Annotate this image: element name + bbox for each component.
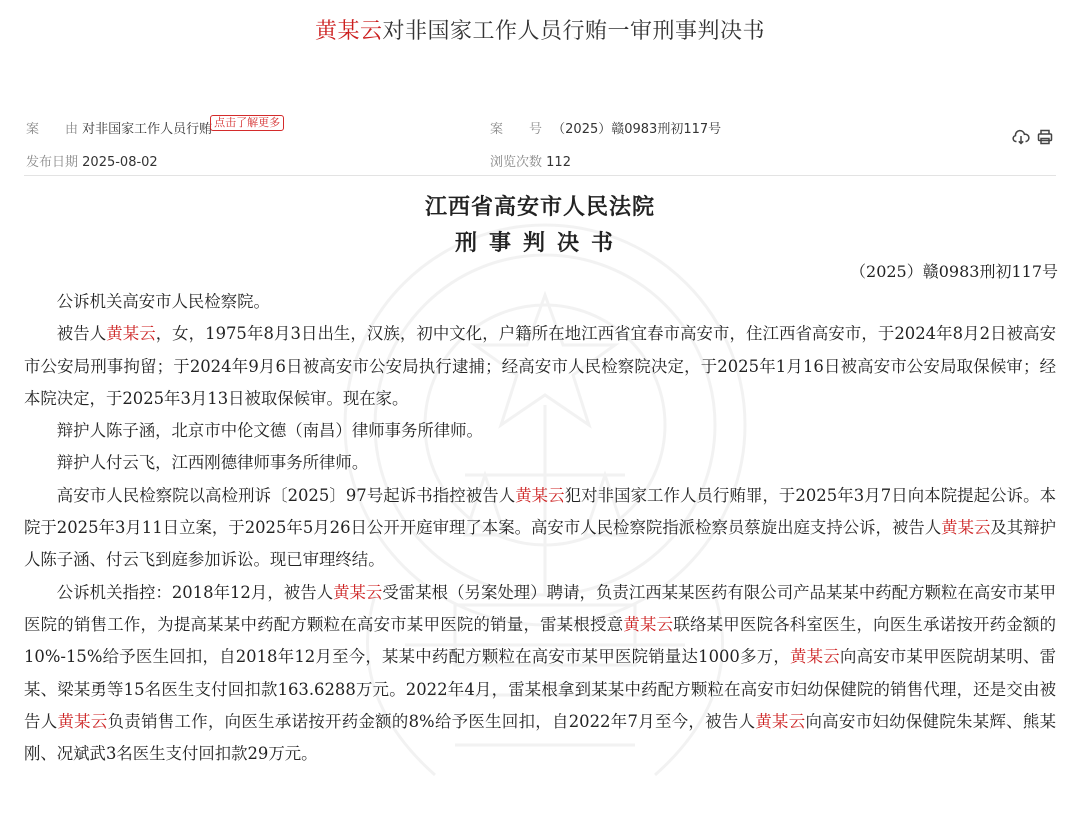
paragraph-text: 公诉机关指控：2018年12月，被告人 (56, 582, 334, 602)
case-cause-value: 对非国家工作人员行贿 (82, 122, 213, 137)
paragraph-text: 及其辩护人陈子涵、付云飞到庭参加诉讼。现已审理终结。 (24, 518, 1056, 570)
court-name: 江西省高安市人民法院 (424, 194, 655, 220)
paragraph-text: 负责销售工作，向医生承诺按开药金额的8%给予医生回扣，自2022年7月至今，被告人 (107, 711, 756, 731)
case-number-value: （2025）赣0983刑初117号 (552, 122, 722, 137)
defendant-name: 黄某云 (755, 711, 806, 731)
toolbar (1012, 128, 1054, 146)
paragraph-text: 向高安市妇幼保健院朱某辉、熊某刚、况斌武3名医生支付回扣款29万元。 (24, 711, 1057, 764)
title-text: 对非国家工作人员行贿一审刑事判决书 (382, 19, 766, 44)
publish-date-value: 2025-08-02 (82, 155, 158, 170)
paragraph-text: 被告人 (56, 324, 107, 344)
learn-more-tag[interactable]: 点击了解更多 (210, 115, 284, 131)
defendant-name: 黄某云 (106, 324, 156, 344)
judgment-case-number: （2025）赣0983刑初117号 (850, 262, 1058, 281)
defendant-name: 黄某云 (941, 518, 991, 538)
paragraph-text: 犯对非国家工作人员行贿罪，于2025年3月7日向本院提起公诉。本院于2025年3月11日立案，于2025年5月26日公开开庭审理了本案。高安市人民检察院指派检察员蔡旋出庭支持公诉，被告人 (24, 485, 1056, 538)
judgment-body (24, 286, 1056, 770)
case-cause (26, 118, 284, 138)
title-defendant-name: 黄某云 (314, 19, 383, 44)
defendant-name: 黄某云 (515, 485, 565, 505)
case-number (490, 118, 721, 137)
publish-date (26, 151, 158, 170)
printer-icon[interactable] (1036, 128, 1054, 146)
paragraph-prosecutor: 公诉机关高安市人民检察院。 (56, 292, 270, 311)
paragraph-text: ，女，1975年8月3日出生，汉族，初中文化，户籍所在地江西省宜春市高安市，住江西省高安市，于2024年8月2日被高安市公安局刑事拘留；于2024年9月6日被高安市公安局执行逮捕；经高安市人民检察院决定，于2025年1月16日被高安市公安局取保候审；经本院决定，于2025年3月13日被取保候审。现在家。 (24, 324, 1057, 408)
paragraph-text: 受雷某根（另案处理）聘请，负责江西某某医药有限公司产品某某中药配方颗粒在高安市某甲医院的销售工作，为提高某某中药配方颗粒在高安市某甲医院的销量，雷某根授意 (24, 582, 1056, 634)
defendant-name: 黄某云 (623, 614, 674, 634)
paragraph-defense-counsel-2: 辩护人付云飞，江西刚德律师事务所律师。 (56, 453, 369, 473)
publish-date-label: 发布日期 (26, 155, 79, 170)
paragraph-text: 向高安市某甲医院胡某明、雷某、梁某勇等15名医生支付回扣款163.6288万元。2022年4月，雷某根拿到某某中药配方颗粒在高安市妇幼保健院的销售代理，还是交由被告人 (24, 647, 1057, 731)
view-count-value: 112 (546, 155, 571, 170)
paragraph-procedure (24, 480, 1056, 577)
defendant-name: 黄某云 (57, 711, 108, 731)
paragraph-defense-counsel-1: 辩护人陈子涵，北京市中伦文德（南昌）律师事务所律师。 (56, 421, 483, 441)
paragraph-text: 联络某甲医院各科室医生，向医生承诺按开药金额的10%-15%给予医生回扣，自2018年12月至今，某某中药配方颗粒在高安市某甲医院销量达1000多万， (24, 614, 1057, 667)
paragraph-text: 高安市人民检察院以高检刑诉〔2025〕97号起诉书指控被告人 (56, 485, 516, 505)
view-count-label: 浏览次数 (490, 155, 543, 170)
view-count (490, 151, 571, 170)
case-number-label: 案 号 (490, 122, 543, 137)
defendant-name: 黄某云 (790, 647, 840, 667)
cloud-download-icon[interactable] (1012, 128, 1030, 146)
document-type: 刑事判决书 (454, 230, 625, 256)
case-cause-label: 案 由 (26, 122, 79, 137)
page-title (0, 14, 1080, 45)
paragraph-defendant (24, 318, 1056, 415)
paragraph-charges (24, 577, 1056, 771)
defendant-name: 黄某云 (333, 582, 383, 602)
